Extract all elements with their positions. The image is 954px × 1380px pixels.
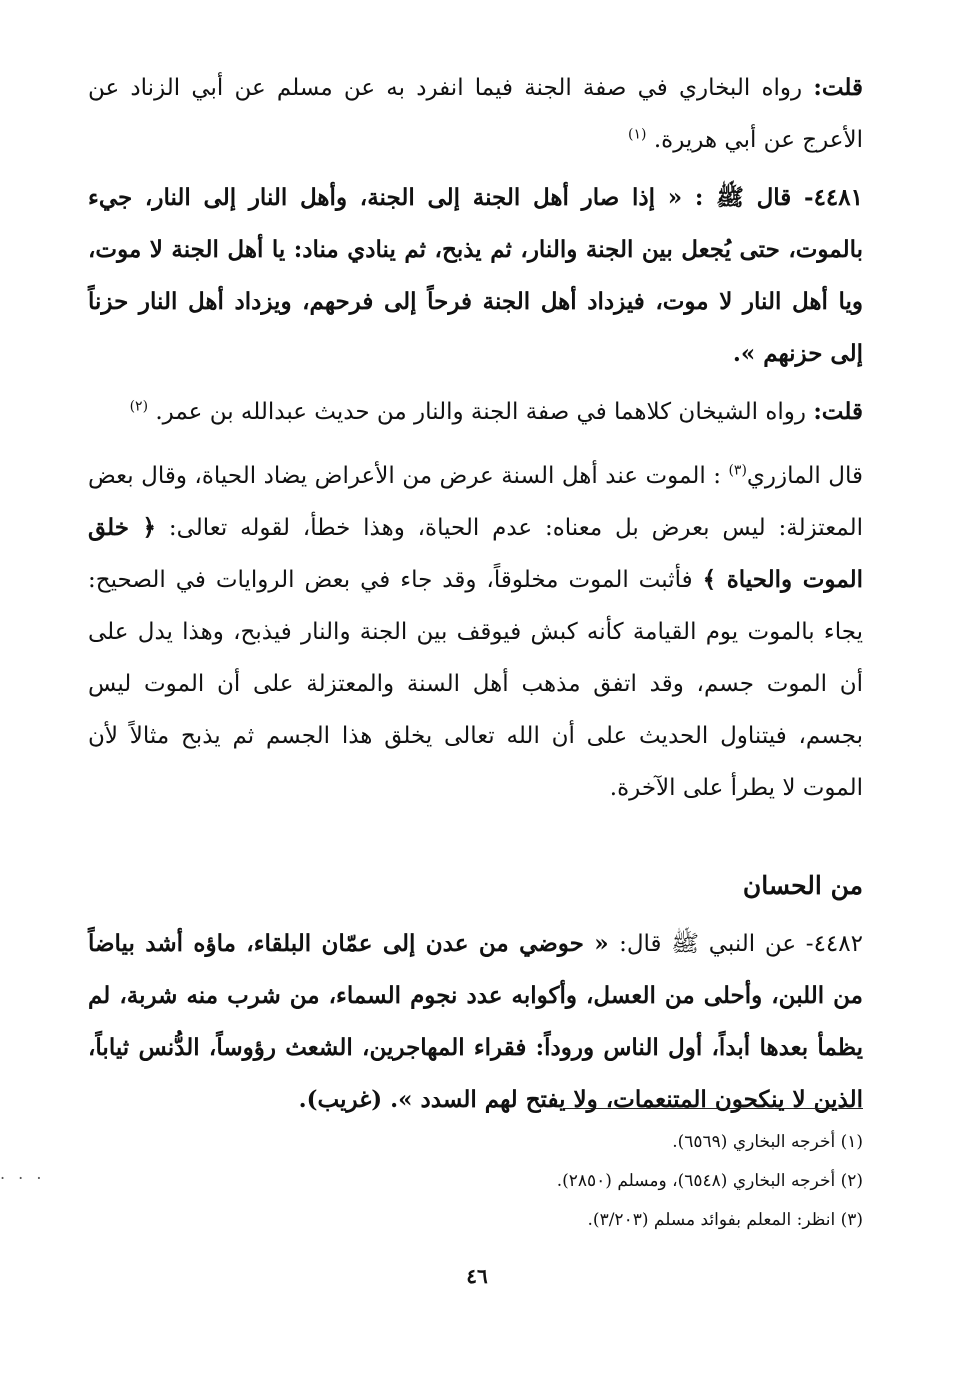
page-body: [88, 62, 863, 1126]
footnote-marker-2[interactable]: (٢): [129, 398, 149, 415]
maziri-text-a: : الموت عند أهل السنة عرض من الأعراض يضاد الحياة، وقال بعض المعتزلة: ليس بعرض بل معناه: عدم الحياة، وهذا خطأ، لقوله تعالى:: [88, 463, 864, 541]
maziri-commentary: [88, 450, 863, 814]
margin-dots: . . .: [0, 1164, 46, 1183]
footnote-2: (٢) أخرجه البخاري (٦٥٤٨)، ومسلم (٢٨٥٠).: [556, 1171, 863, 1191]
paragraph-3: [88, 386, 863, 438]
footnotes-section: [88, 1108, 863, 1240]
maziri-intro: قال المازري: [746, 463, 864, 489]
page-number: ٤٦: [466, 1264, 488, 1288]
footnote-marker-3[interactable]: (٣): [728, 462, 747, 479]
hadith-4482-intro: ٤٤٨٢- عن النبي ﷺ قال:: [619, 931, 863, 957]
paragraph-3-text: رواه الشيخان كلاهما في صفة الجنة والنار من حديث عبدالله بن عمر.: [155, 399, 806, 425]
paragraph-1: [88, 62, 863, 166]
quran-verse: ﴿ خلق الموت والحياة ﴾: [88, 514, 864, 593]
paragraph-1-text: رواه البخاري في صفة الجنة فيما انفرد به عن مسلم عن أبي الزناد عن الأعرج عن أبي هريرة.: [88, 75, 863, 153]
qultu-label: قلت:: [813, 398, 863, 425]
section-heading: من الحسان: [742, 871, 863, 900]
maziri-text-b: فأثبت الموت مخلوقاً، وقد جاء في بعض الروايات في الصحيح: يجاء بالموت يوم القيامة كأنه كبش فيوقف بين الجنة والنار فيذبح، وهذا يدل على أن الموت جسم، وقد اتفق مذهب أهل السنة والمعتزلة على أن الموت ليس بجسم، فيتناول الحديث على أن الله تعالى يخلق هذا الجسم ثم يذبح مثالاً لأن الموت لا يطرأ على الآخرة.: [88, 567, 863, 801]
hadith-4481: ٤٤٨١- قال ﷺ : « إذا صار أهل الجنة إلى الجنة، وأهل النار إلى النار، جيء بالموت، حتى يُجعل بين الجنة والنار، ثم يذبح، ثم ينادي مناد: يا أهل الجنة لا موت، ويا أهل النار لا موت، فيزداد أهل الجنة فرحاً إلى فرحهم، ويزداد أهل النار حزناً إلى حزنهم ».: [88, 184, 863, 367]
hadith-4482-text: « حوضي من عدن إلى عمّان البلقاء، ماؤه أشد بياضاً من اللبن، وأحلى من العسل، وأكوابه عدد نجوم السماء، من شرب منه شربة، لم يظمأ بعدها أبداً، أول الناس وروداً: فقراء المهاجرين، الشعث رؤوساً، الدُّنس ثياباً، الذين لا ينكحون المتنعمات، ولا يفتح لهم السدد ». (غريب).: [88, 930, 863, 1113]
footnote-marker-1[interactable]: (١): [628, 126, 647, 143]
footnote-divider: [563, 1108, 863, 1109]
hadith-4482: [88, 918, 863, 1126]
footnote-3: (٣) انظر: المعلم بفوائد مسلم (٣/٢٠٣).: [587, 1210, 863, 1230]
footnote-1: (١) أخرجه البخاري (٦٥٦٩).: [672, 1132, 863, 1152]
qultu-label: قلت:: [813, 74, 864, 101]
